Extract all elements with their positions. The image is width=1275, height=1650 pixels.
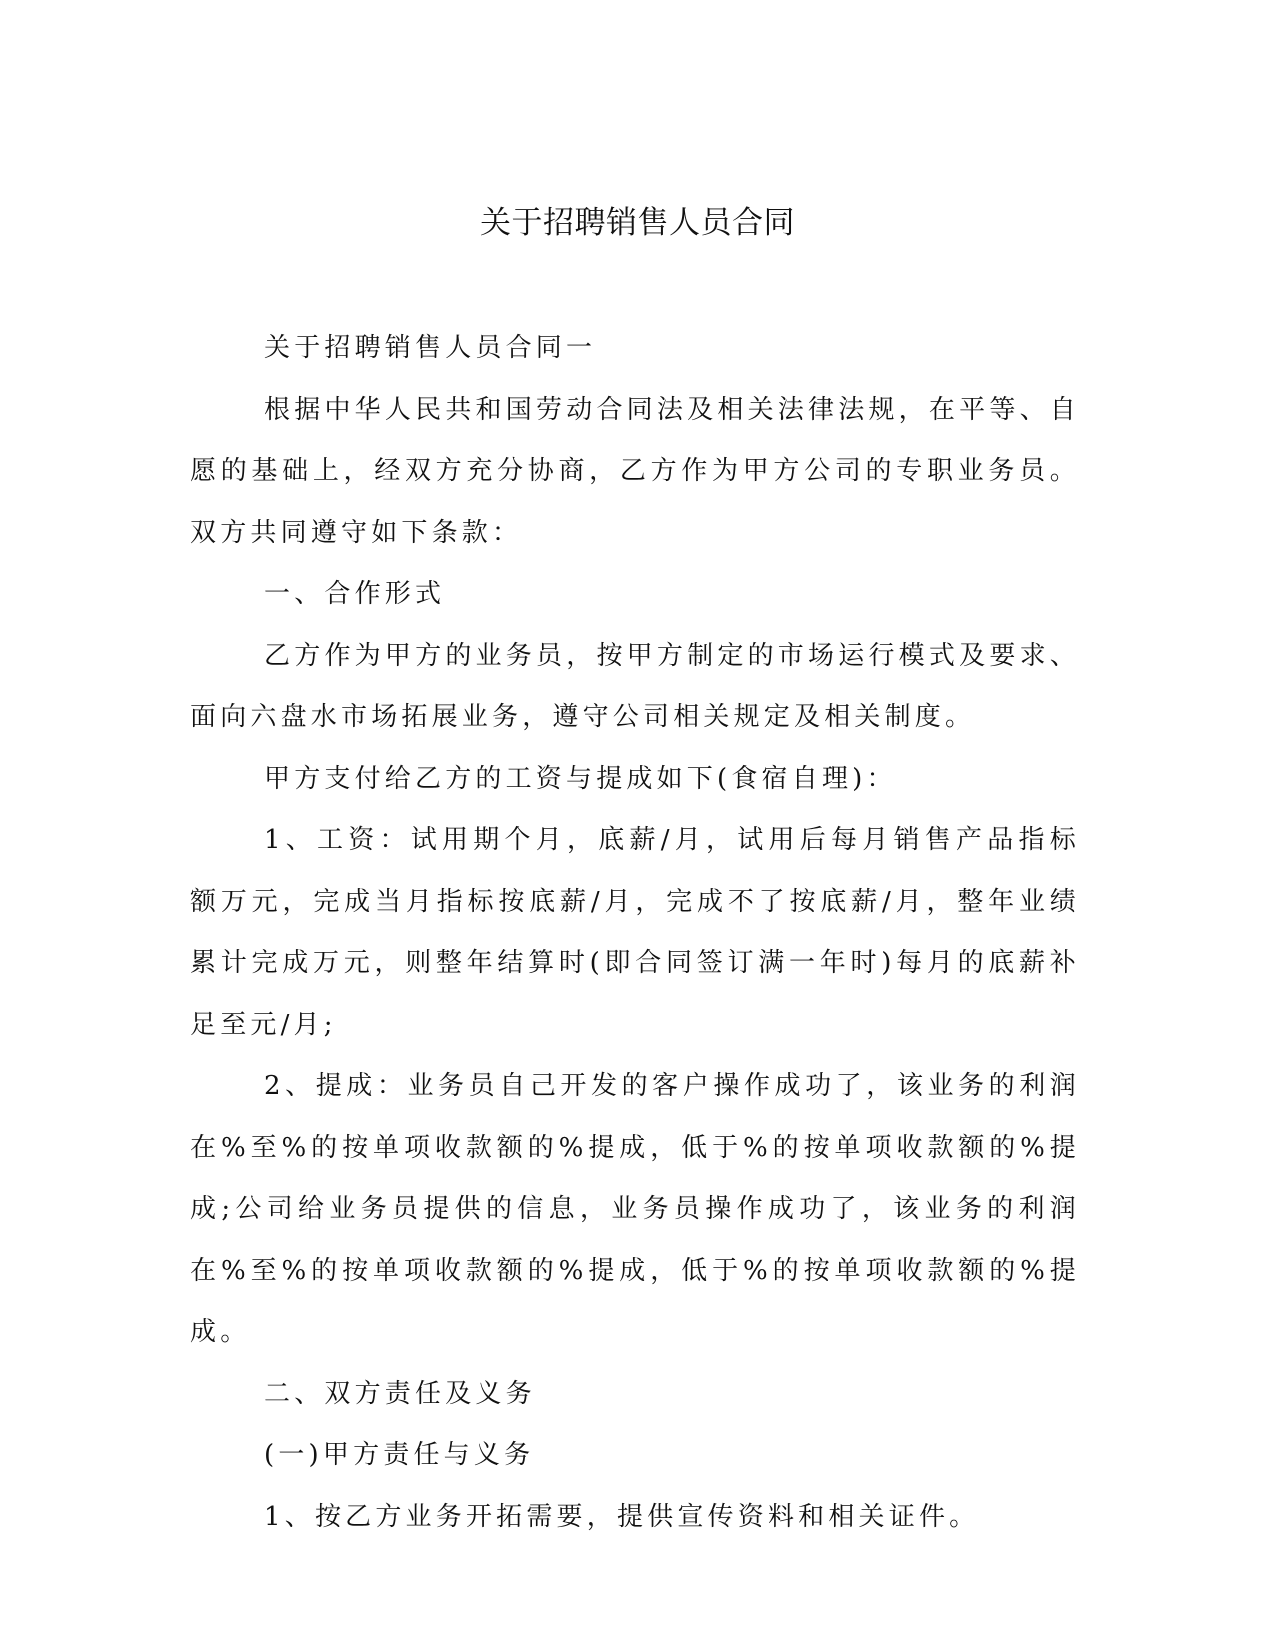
paragraph-preamble: 根据中华人民共和国劳动合同法及相关法律法规，在平等、自愿的基础上，经双方充分协商，乙方作为甲方公司的专职业务员。双方共同遵守如下条款： xyxy=(190,394,1080,548)
section-heading-duties: 二、双方责任及义务 xyxy=(264,1378,536,1409)
paragraph-commission: 2、提成：业务员自己开发的客户操作成功了，该业务的利润在%至%的按单项收款额的%提成，低于%的按单项收款额的%提成;公司给业务员提供的信息，业务员操作成功了，该业务的利润在%至%的按单项收款额的%提成，低于%的按单项收款额的%提成。 xyxy=(190,1071,1080,1347)
document-body xyxy=(190,318,1080,1548)
section-heading-cooperation: 一、合作形式 xyxy=(264,579,446,609)
paragraph-salary: 1、工资：试用期个月，底薪/月，试用后每月销售产品指标额万元，完成当月指标按底薪/月，完成不了按底薪/月，整年业绩累计完成万元，则整年结算时(即合同签订满一年时)每月的底薪补足至元/月; xyxy=(190,825,1080,1040)
paragraph-party-a-duty-1: 1、按乙方业务开拓需要，提供宣传资料和相关证件。 xyxy=(264,1501,980,1532)
paragraph-pay-intro: 甲方支付给乙方的工资与提成如下(食宿自理)： xyxy=(264,763,897,794)
paragraph-cooperation: 乙方作为甲方的业务员，按甲方制定的市场运行模式及要求、面向六盘水市场拓展业务，遵守公司相关规定及相关制度。 xyxy=(190,640,1080,732)
document-title: 关于招聘销售人员合同 xyxy=(480,205,795,241)
paragraph-subtitle: 关于招聘销售人员合同一 xyxy=(264,333,597,363)
subsection-heading-party-a: (一)甲方责任与义务 xyxy=(264,1440,535,1470)
